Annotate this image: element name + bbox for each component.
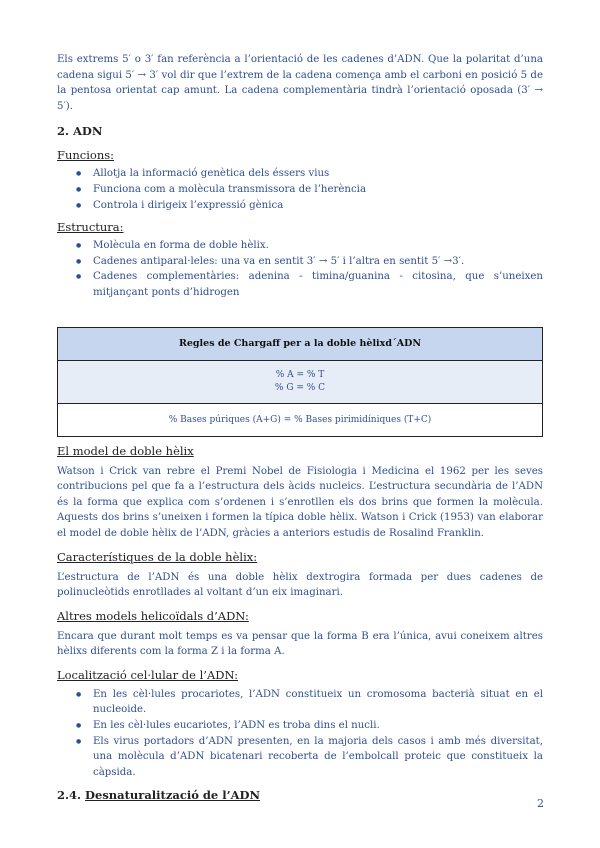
list-item: ● Molècula en forma de doble hèlix. bbox=[93, 238, 543, 254]
section-title: 2. ADN bbox=[57, 124, 103, 139]
estructura-heading: Estructura: bbox=[57, 220, 124, 235]
list-item: ● En les cèl·lules eucariotes, l’ADN es troba dins el nucli. bbox=[93, 718, 543, 734]
document-page bbox=[57, 52, 543, 802]
model-paragraph: Watson i Crick van rebre el Premi Nobel de Fisiologia i Medicina el 1962 per les seves contribucions pel que fa a l’estructura dels àcids nucleics. L’estructura secundària de l’ADN és la forma que explica com s’ordenen i s’enrotllen els dos brins que formen la molècula. Aquests dos brins s’uneixen i formen la típica doble hèlix. Watson i Crick (1953) van elaborar el model de doble hèlix de l’ADN, gràcies a anteriors estudis de Rosalind Franklin. bbox=[57, 465, 543, 539]
localitzacio-list bbox=[57, 687, 543, 781]
next-section-heading bbox=[57, 788, 543, 802]
list-item: ● Cadenes complementàries: adenina - timina/guanina - citosina, que s’uneixen mitjançant ponts d’hidrogen bbox=[93, 269, 543, 300]
intro-paragraph: Els extrems 5′ o 3′ fan referència a l’orientació de les cadenes d’ADN. Que la polaritat d’una cadena sigui 5′ → 3′ vol dir que l’extrem de la cadena comença amb el carboni en posició 5 de la pentosa orientat cap amunt. La cadena complementària tindrà l’orientació oposada (3′ → 5′). bbox=[57, 54, 543, 112]
list-item: ● Els virus portadors d’ADN presenten, en la majoria dels casos i amb més diversitat, una molècula d’ADN bicatenari recoberta de l’embolcall proteic que constitueix la càpsida. bbox=[93, 734, 543, 781]
chargaff-rules-cell bbox=[58, 360, 543, 403]
list-item: ● Cadenes antiparal·leles: una va en sentit 3′ → 5′ i l’altra en sentit 5′ →3′. bbox=[93, 254, 543, 270]
altres-paragraph: Encara que durant molt temps es va pensar que la forma B era l’única, avui coneixem altres hèlixs diferents com la forma Z i la forma A. bbox=[57, 630, 543, 658]
chargaff-rule-bases: % Bases púriques (A+G) = % Bases pirimidíniques (T+C) bbox=[58, 403, 543, 436]
next-section-title: Desnaturalització de l’ADN bbox=[85, 788, 261, 803]
caracteristiques-heading: Característiques de la doble hèlix: bbox=[57, 549, 258, 564]
model-heading: El model de doble hèlix bbox=[57, 443, 194, 458]
chargaff-table bbox=[57, 327, 543, 437]
chargaff-rule-at: % A = % T bbox=[275, 369, 325, 380]
estructura-list bbox=[57, 238, 543, 300]
altres-heading: Altres models helicoïdals d’ADN: bbox=[57, 608, 249, 623]
localitzacio-heading: Localització cel·lular de l’ADN: bbox=[57, 667, 239, 682]
caracteristiques-paragraph: L’estructura de l’ADN és una doble hèlix dextrogira formada per dues cadenes de polinucleòtids enrotllades al voltant d’un eix imaginari. bbox=[57, 571, 543, 599]
list-item: ● Funciona com a molècula transmissora de l’herència bbox=[93, 182, 543, 198]
list-item: ● Allotja la informació genètica dels éssers vius bbox=[93, 166, 543, 182]
funcions-list bbox=[57, 166, 543, 213]
funcions-heading: Funcions: bbox=[57, 148, 115, 163]
next-section-number: 2.4. bbox=[57, 788, 82, 803]
list-item: ● En les cèl·lules procariotes, l’ADN constitueix un cromosoma bacterià situat en el nucleoide. bbox=[93, 687, 543, 718]
chargaff-rule-gc: % G = % C bbox=[274, 382, 326, 393]
chargaff-table-title: Regles de Chargaff per a la doble hèlixd´ADN bbox=[58, 327, 543, 360]
list-item: ● Controla i dirigeix l’expressió gènica bbox=[93, 198, 543, 214]
page-number: 2 bbox=[537, 797, 544, 810]
